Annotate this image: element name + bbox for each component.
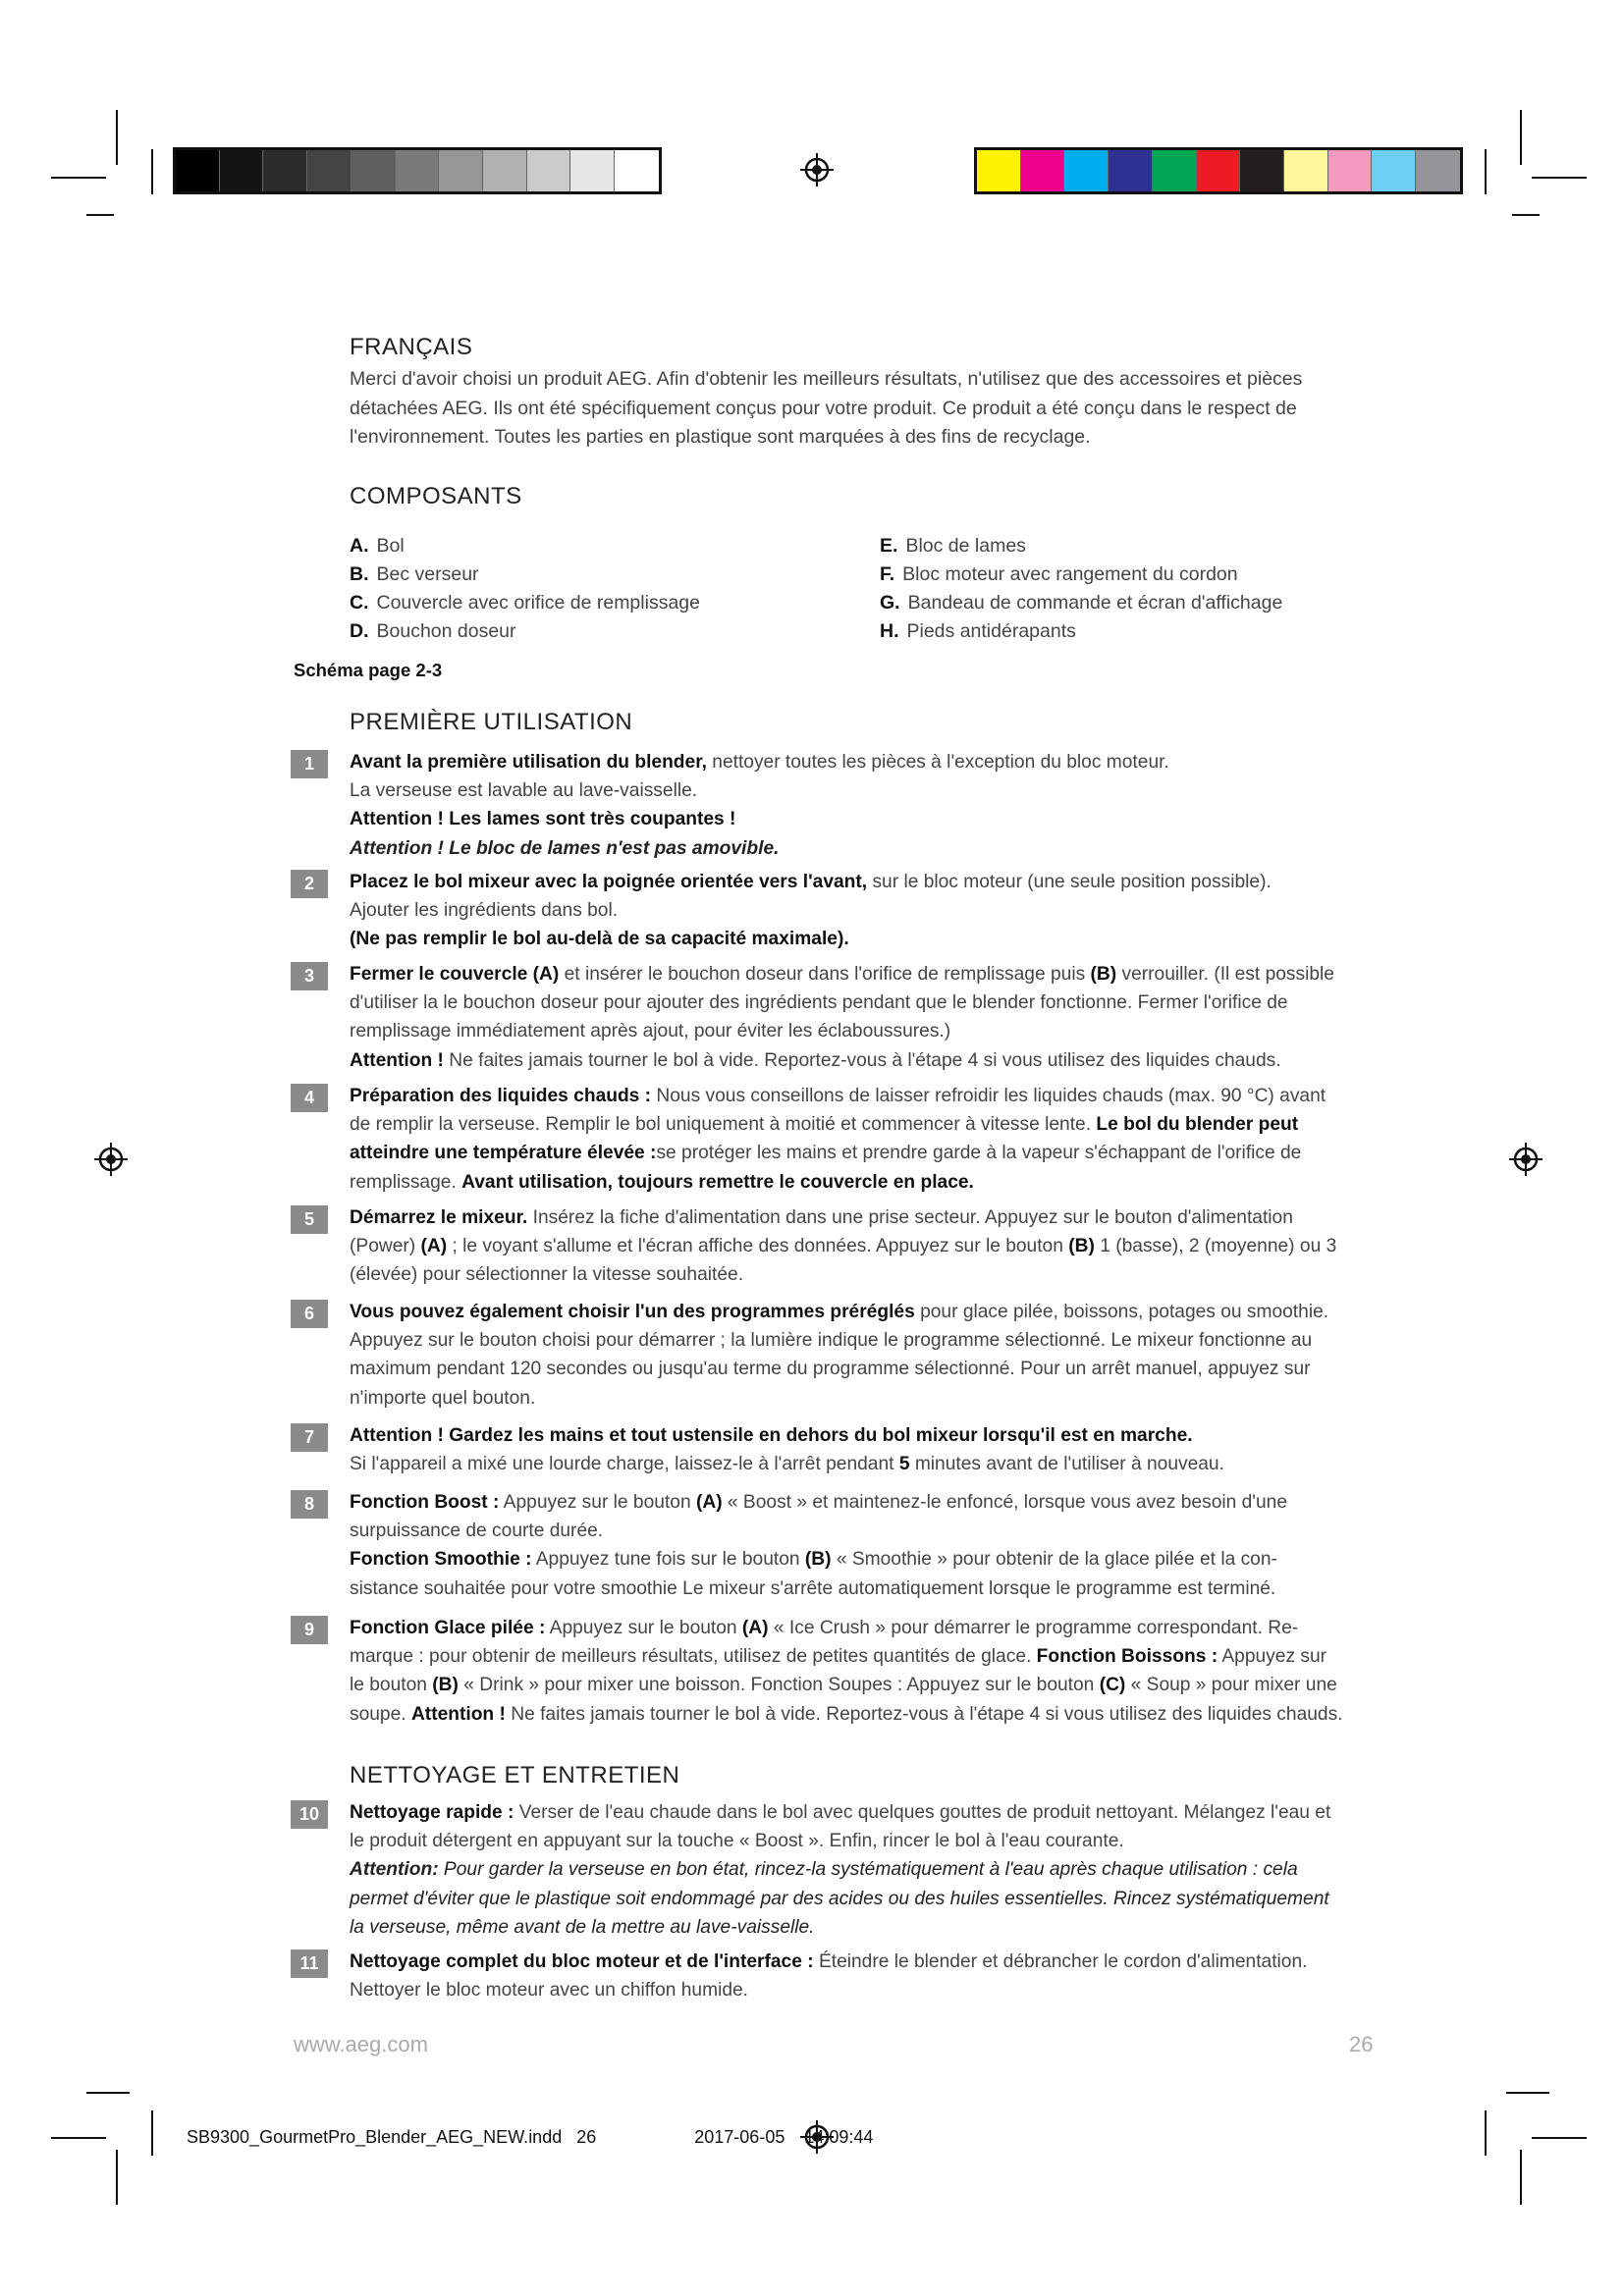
step-body: sur le bloc moteur (une seule position possible). xyxy=(867,872,1272,892)
step-number-badge: 2 xyxy=(291,870,328,898)
step-line xyxy=(350,1642,1392,1671)
step-line xyxy=(350,748,1392,776)
step-body: maximum pendant 120 secondes ou jusqu'au terme du programme sélectionné. Pour un arrêt manuel, appuyez sur xyxy=(350,1359,1311,1380)
step-body: n'importe quel bouton. xyxy=(350,1387,536,1409)
step-bold: Fermer le couvercle (A) xyxy=(350,964,560,985)
crop-mark-top-left-v xyxy=(116,110,118,165)
step-body: (élevée) pour sélectionner la vitesse souhaitée. xyxy=(350,1264,744,1286)
step-text xyxy=(350,1298,1392,1413)
step-line xyxy=(350,925,1392,953)
crop-mark-bottom-left-h xyxy=(86,2092,130,2094)
step-line xyxy=(350,1110,1392,1139)
step-line xyxy=(350,1948,1392,1976)
color-swatch xyxy=(977,150,1021,191)
step-text xyxy=(350,1421,1392,1478)
step-line xyxy=(350,1855,1392,1884)
color-swatch xyxy=(307,150,352,191)
step-line xyxy=(350,1017,1392,1045)
step-text xyxy=(350,1614,1392,1729)
step-body: surpuissance de courte durée. xyxy=(350,1521,604,1542)
step-body: Ajouter les ingrédients dans bol. xyxy=(350,900,619,922)
step-line xyxy=(350,1450,1392,1478)
component-letter: F. xyxy=(880,563,895,585)
step-line xyxy=(350,988,1392,1017)
step-line xyxy=(350,1326,1392,1355)
components-list-right xyxy=(880,532,1390,646)
component-label: Bouchon doseur xyxy=(376,620,516,642)
crop-mark-bottom-left-h2 xyxy=(51,2137,106,2139)
step-body: « Smoothie » pour obtenir de la glace pilée et la con- xyxy=(831,1549,1277,1571)
component-letter: C. xyxy=(350,592,369,614)
step-line xyxy=(350,868,1392,896)
component-item xyxy=(350,589,840,617)
component-item xyxy=(880,561,1390,589)
step-emphasis: Attention: xyxy=(350,1859,439,1881)
step-bold: Fonction Smoothie : xyxy=(350,1549,532,1571)
step-line xyxy=(350,1671,1392,1699)
step-italic: la verseuse, même avant de la mettre au lave-vaisselle. xyxy=(350,1916,815,1938)
component-item xyxy=(880,589,1390,617)
step-number-badge: 9 xyxy=(291,1616,328,1644)
step-body: minutes avant de l'utiliser à nouveau. xyxy=(909,1454,1224,1475)
step-line xyxy=(350,1203,1392,1232)
component-label: Bol xyxy=(376,535,405,557)
step-body: d'utiliser la le bouchon doseur pour ajouter des ingrédients pendant que le blender fonctionne. Fermer l'orifice de xyxy=(350,992,1288,1014)
step-text xyxy=(350,1082,1392,1197)
step-bold: Préparation des liquides chauds : xyxy=(350,1086,652,1106)
step-number-badge: 6 xyxy=(291,1300,328,1328)
step-line xyxy=(350,1798,1392,1827)
component-label: Couvercle avec orifice de remplissage xyxy=(376,592,700,614)
footer-url: www.aeg.com xyxy=(294,2032,428,2056)
step-body: (Power) xyxy=(350,1236,421,1257)
step-bold: Attention ! xyxy=(410,1703,506,1725)
step-bold: Nettoyage complet du bloc moteur et de l'interface : xyxy=(350,1951,814,1972)
step-emphasis: Attention ! Le bloc de lames n'est pas amovible. xyxy=(350,837,780,859)
step-line xyxy=(350,896,1392,925)
step-body: se protéger les mains et prendre garde à la vapeur s'échappant de l'orifice de xyxy=(656,1143,1302,1164)
step-bold: (B) xyxy=(804,1549,832,1571)
step-body: « Ice Crush » pour démarrer le programme correspondant. Re- xyxy=(768,1618,1299,1638)
crop-mark-bottom-left-v2 xyxy=(116,2150,118,2205)
color-swatch xyxy=(1153,150,1197,191)
step-body: 1 (basse), 2 (moyenne) ou 3 xyxy=(1094,1236,1337,1257)
step-body: Nous vous conseillons de laisser refroidir les liquides chauds (max. 90 °C) avant xyxy=(651,1086,1326,1106)
component-letter: A. xyxy=(350,535,369,557)
step-body: Éteindre le blender et débrancher le cordon d'alimentation. xyxy=(813,1951,1308,1972)
step-bold-italic xyxy=(350,838,779,859)
crop-mark-top-right-v2 xyxy=(1485,149,1487,194)
color-swatch xyxy=(1064,150,1109,191)
component-item xyxy=(350,532,840,561)
component-label: Bandeau de commande et écran d'affichage xyxy=(907,592,1283,614)
color-swatch xyxy=(483,150,527,191)
step-line xyxy=(350,1046,1392,1075)
step-line xyxy=(350,1885,1392,1913)
component-label: Pieds antidérapants xyxy=(906,620,1076,642)
crop-mark-bottom-right-h2 xyxy=(1532,2137,1587,2139)
step-body: et insérer le bouchon doseur dans l'orifice de remplissage puis xyxy=(559,964,1091,985)
step-body: Nettoyer le bloc moteur avec un chiffon humide. xyxy=(350,1980,749,2002)
step-bold: Vous pouvez également choisir l'un des programmes préréglés xyxy=(350,1302,915,1322)
step-number-badge: 5 xyxy=(291,1205,328,1234)
step-text xyxy=(350,868,1392,954)
step-bold: (Ne pas remplir le bol au-delà de sa capacité maximale). xyxy=(350,929,849,950)
step-number-badge: 3 xyxy=(291,962,328,990)
component-letter: B. xyxy=(350,563,369,585)
step-body: remplissage immédiatement après ajout, pour éviter les éclaboussures.) xyxy=(350,1021,951,1042)
first-use-heading: PREMIÈRE UTILISATION xyxy=(350,709,633,735)
step-body: remplissage. xyxy=(350,1171,462,1193)
step-line xyxy=(350,1827,1392,1855)
step-line xyxy=(350,1260,1392,1289)
step-line xyxy=(350,1139,1392,1167)
color-calibration-bar xyxy=(974,147,1463,194)
step-line xyxy=(350,1488,1392,1517)
registration-mark-top-icon xyxy=(800,153,834,187)
step-bold: Le bol du blender peut xyxy=(1096,1114,1299,1136)
color-swatch xyxy=(1416,150,1460,191)
step-line xyxy=(350,834,1392,863)
step-bold: Fonction Glace pilée : xyxy=(350,1618,546,1638)
step-line xyxy=(350,1517,1392,1545)
step-line xyxy=(350,776,1392,805)
step-text xyxy=(350,1798,1392,1942)
step-body: Appuyez tune fois sur le bouton xyxy=(531,1549,805,1571)
step-bold: Fonction Boost : xyxy=(350,1492,500,1513)
step-bold: Démarrez le mixeur. xyxy=(350,1207,528,1228)
step-bold: Fonction Boissons : xyxy=(1036,1646,1218,1668)
step-number-badge: 10 xyxy=(291,1800,328,1829)
registration-mark-left-icon xyxy=(94,1143,128,1176)
step-body: le produit détergent en appuyant sur la touche « Boost ». Enfin, rincer le bol à l'eau courante. xyxy=(350,1831,1124,1852)
step-bold: (B) xyxy=(1090,964,1117,985)
component-item xyxy=(880,532,1390,561)
crop-mark-top-right-v xyxy=(1520,110,1522,165)
step-bold: Nettoyage rapide : xyxy=(350,1802,514,1823)
language-heading: FRANÇAIS xyxy=(350,334,473,360)
components-heading: COMPOSANTS xyxy=(350,483,522,509)
components-list-left xyxy=(350,532,840,646)
step-bold: atteindre une température élevée : xyxy=(350,1143,657,1164)
step-line xyxy=(350,1384,1392,1413)
step-text xyxy=(350,1203,1392,1290)
color-swatch xyxy=(263,150,307,191)
step-text xyxy=(350,1948,1392,2004)
step-number-badge: 7 xyxy=(291,1423,328,1452)
step-line xyxy=(350,1082,1392,1110)
color-swatch xyxy=(396,150,440,191)
step-number-badge: 8 xyxy=(291,1490,328,1519)
step-body: Appuyez sur le bouton xyxy=(545,1618,742,1638)
color-swatch xyxy=(352,150,396,191)
color-swatch xyxy=(1240,150,1284,191)
step-bold: (A) xyxy=(695,1492,723,1513)
step-number-badge: 11 xyxy=(291,1949,328,1978)
intro-paragraph: Merci d'avoir choisi un produit AEG. Afin d'obtenir les meilleurs résultats, n'utilisez que des accessoires et pièces détachées AEG. Ils ont été spécifiquement conçus pour votre produit. Ce produit a été conçu dans le respect de l'environnement. Toutes les parties en plastique sont marquées à des fins de recyclage. xyxy=(350,368,1303,448)
step-body: Ne faites jamais tourner le bol à vide. Reportez-vous à l'étape 4 si vous utilisez des liquides chauds. xyxy=(505,1703,1343,1725)
color-swatch xyxy=(1372,150,1416,191)
crop-mark-bottom-right-h xyxy=(1506,2092,1549,2094)
component-item xyxy=(880,617,1390,646)
crop-mark-bottom-left-v xyxy=(151,2110,153,2156)
step-body: « Drink » pour mixer une boisson. Fonction Soupes : Appuyez sur le bouton xyxy=(458,1675,1100,1696)
step-body: La verseuse est lavable au lave-vaisselle. xyxy=(350,780,698,802)
schema-reference: Schéma page 2-3 xyxy=(294,660,443,680)
step-bold: (C) xyxy=(1099,1675,1126,1696)
component-label: Bloc moteur avec rangement du cordon xyxy=(902,563,1238,585)
step-bold: (A) xyxy=(741,1618,769,1638)
step-line xyxy=(350,1575,1392,1603)
component-label: Bec verseur xyxy=(376,563,479,585)
component-letter: E. xyxy=(880,535,898,557)
step-body: marque : pour obtenir de meilleurs résultats, utilisez de petites quantités de glace. xyxy=(350,1646,1037,1668)
step-body: le bouton xyxy=(350,1675,433,1696)
step-body: Ne faites jamais tourner le bol à vide. Reportez-vous à l'étape 4 si vous utilisez des liquides chauds. xyxy=(443,1049,1281,1071)
step-line xyxy=(350,960,1392,988)
step-bold: (B) xyxy=(1068,1236,1095,1257)
grayscale-calibration-bar xyxy=(173,147,662,194)
step-body: Insérez la fiche d'alimentation dans une prise secteur. Appuyez sur le bouton d'alimentation xyxy=(527,1207,1293,1228)
step-bold: Avant utilisation, toujours remettre le couvercle en place. xyxy=(461,1171,974,1193)
color-swatch xyxy=(1021,150,1065,191)
component-letter: G. xyxy=(880,592,900,614)
step-body: sistance souhaitée pour votre smoothie Le mixeur s'arrête automatiquement lorsque le programme est terminé. xyxy=(350,1577,1276,1599)
step-body: pour glace pilée, boissons, potages ou smoothie. xyxy=(914,1302,1329,1322)
step-bold: Avant la première utilisation du blender, xyxy=(350,752,707,773)
crop-mark-top-left-h2 xyxy=(86,214,114,216)
step-body: Appuyez sur le bouton xyxy=(499,1492,696,1513)
crop-mark-bottom-right-v xyxy=(1485,2110,1487,2156)
step-bold: (A) xyxy=(420,1236,448,1257)
step-line xyxy=(350,1976,1392,2004)
color-swatch xyxy=(527,150,571,191)
component-letter: D. xyxy=(350,620,369,642)
step-body: soupe. xyxy=(350,1703,411,1725)
crop-mark-top-left-v2 xyxy=(151,149,153,194)
print-slug: SB9300_GourmetPro_Blender_AEG_NEW.indd 26 2017-06-05 14:09:44 xyxy=(187,2127,874,2147)
step-bold: Attention ! Gardez les mains et tout ustensile en dehors du bol mixeur lorsqu'il est en marche. xyxy=(350,1425,1193,1446)
step-line xyxy=(350,1168,1392,1197)
component-letter: H. xyxy=(880,620,899,642)
step-body: ; le voyant s'allume et l'écran affiche des données. Appuyez sur le bouton xyxy=(447,1236,1069,1257)
step-bold-italic xyxy=(350,1859,439,1880)
step-number-badge: 4 xyxy=(291,1084,328,1112)
step-body: Si l'appareil a mixé une lourde charge, laissez-le à l'arrêt pendant xyxy=(350,1454,899,1475)
step-line xyxy=(350,1614,1392,1642)
step-text xyxy=(350,1488,1392,1603)
step-line xyxy=(350,1545,1392,1574)
color-swatch xyxy=(1197,150,1241,191)
step-line xyxy=(350,1421,1392,1450)
step-bold: 5 xyxy=(898,1454,910,1475)
color-swatch xyxy=(570,150,615,191)
step-bold: (B) xyxy=(432,1675,459,1696)
registration-mark-right-icon xyxy=(1509,1143,1543,1176)
component-item xyxy=(350,617,840,646)
step-body: « Boost » et maintenez-le enfoncé, lorsque vous avez besoin d'une xyxy=(722,1492,1287,1513)
step-line xyxy=(350,1700,1392,1729)
step-bold: Placez le bol mixeur avec la poignée orientée vers l'avant, xyxy=(350,872,868,892)
step-bold: Attention ! xyxy=(350,1049,444,1071)
step-text xyxy=(350,748,1392,863)
cleaning-heading: NETTOYAGE ET ENTRETIEN xyxy=(350,1762,680,1789)
component-item xyxy=(350,561,840,589)
step-number-badge: 1 xyxy=(291,750,328,778)
step-body: Appuyez sur le bouton choisi pour démarrer ; la lumière indique le programme sélectionné. Le mixeur fonctionne au xyxy=(350,1330,1313,1352)
crop-mark-top-right-h xyxy=(1532,177,1587,179)
color-swatch xyxy=(615,150,659,191)
step-body: verrouiller. (Il est possible xyxy=(1116,964,1334,985)
crop-mark-top-left-h xyxy=(51,177,106,179)
step-body: nettoyer toutes les pièces à l'exception du bloc moteur. xyxy=(706,752,1169,773)
color-swatch xyxy=(176,150,220,191)
step-italic: Pour garder la verseuse en bon état, rincez-la systématiquement à l'eau après chaque utilisation : cela xyxy=(438,1859,1298,1881)
step-line xyxy=(350,1232,1392,1260)
step-body: Appuyez sur xyxy=(1218,1646,1327,1668)
step-line xyxy=(350,1298,1392,1326)
color-swatch xyxy=(1284,150,1328,191)
step-body: Verser de l'eau chaude dans le bol avec quelques gouttes de produit nettoyant. Mélangez l'eau et xyxy=(514,1802,1331,1823)
color-swatch xyxy=(439,150,483,191)
step-italic: permet d'éviter que le plastique soit endommagé par des acides ou des huiles essentielles. Rincez systématiquement xyxy=(350,1888,1329,1909)
footer-page-number: 26 xyxy=(1349,2032,1374,2056)
step-line xyxy=(350,1355,1392,1383)
crop-mark-bottom-right-v2 xyxy=(1520,2150,1522,2205)
color-swatch xyxy=(1328,150,1373,191)
step-bold: Attention ! Les lames sont très coupantes ! xyxy=(350,809,736,830)
color-swatch xyxy=(1109,150,1153,191)
component-label: Bloc de lames xyxy=(905,535,1026,557)
step-body: « Soup » pour mixer une xyxy=(1125,1675,1337,1696)
color-swatch xyxy=(220,150,264,191)
crop-mark-top-right-h2 xyxy=(1512,214,1540,216)
step-line xyxy=(350,1913,1392,1942)
step-text xyxy=(350,960,1392,1075)
step-body: de remplir la verseuse. Remplir le bol uniquement à moitié et commencer à vitesse lente. xyxy=(350,1114,1097,1136)
step-line xyxy=(350,805,1392,833)
